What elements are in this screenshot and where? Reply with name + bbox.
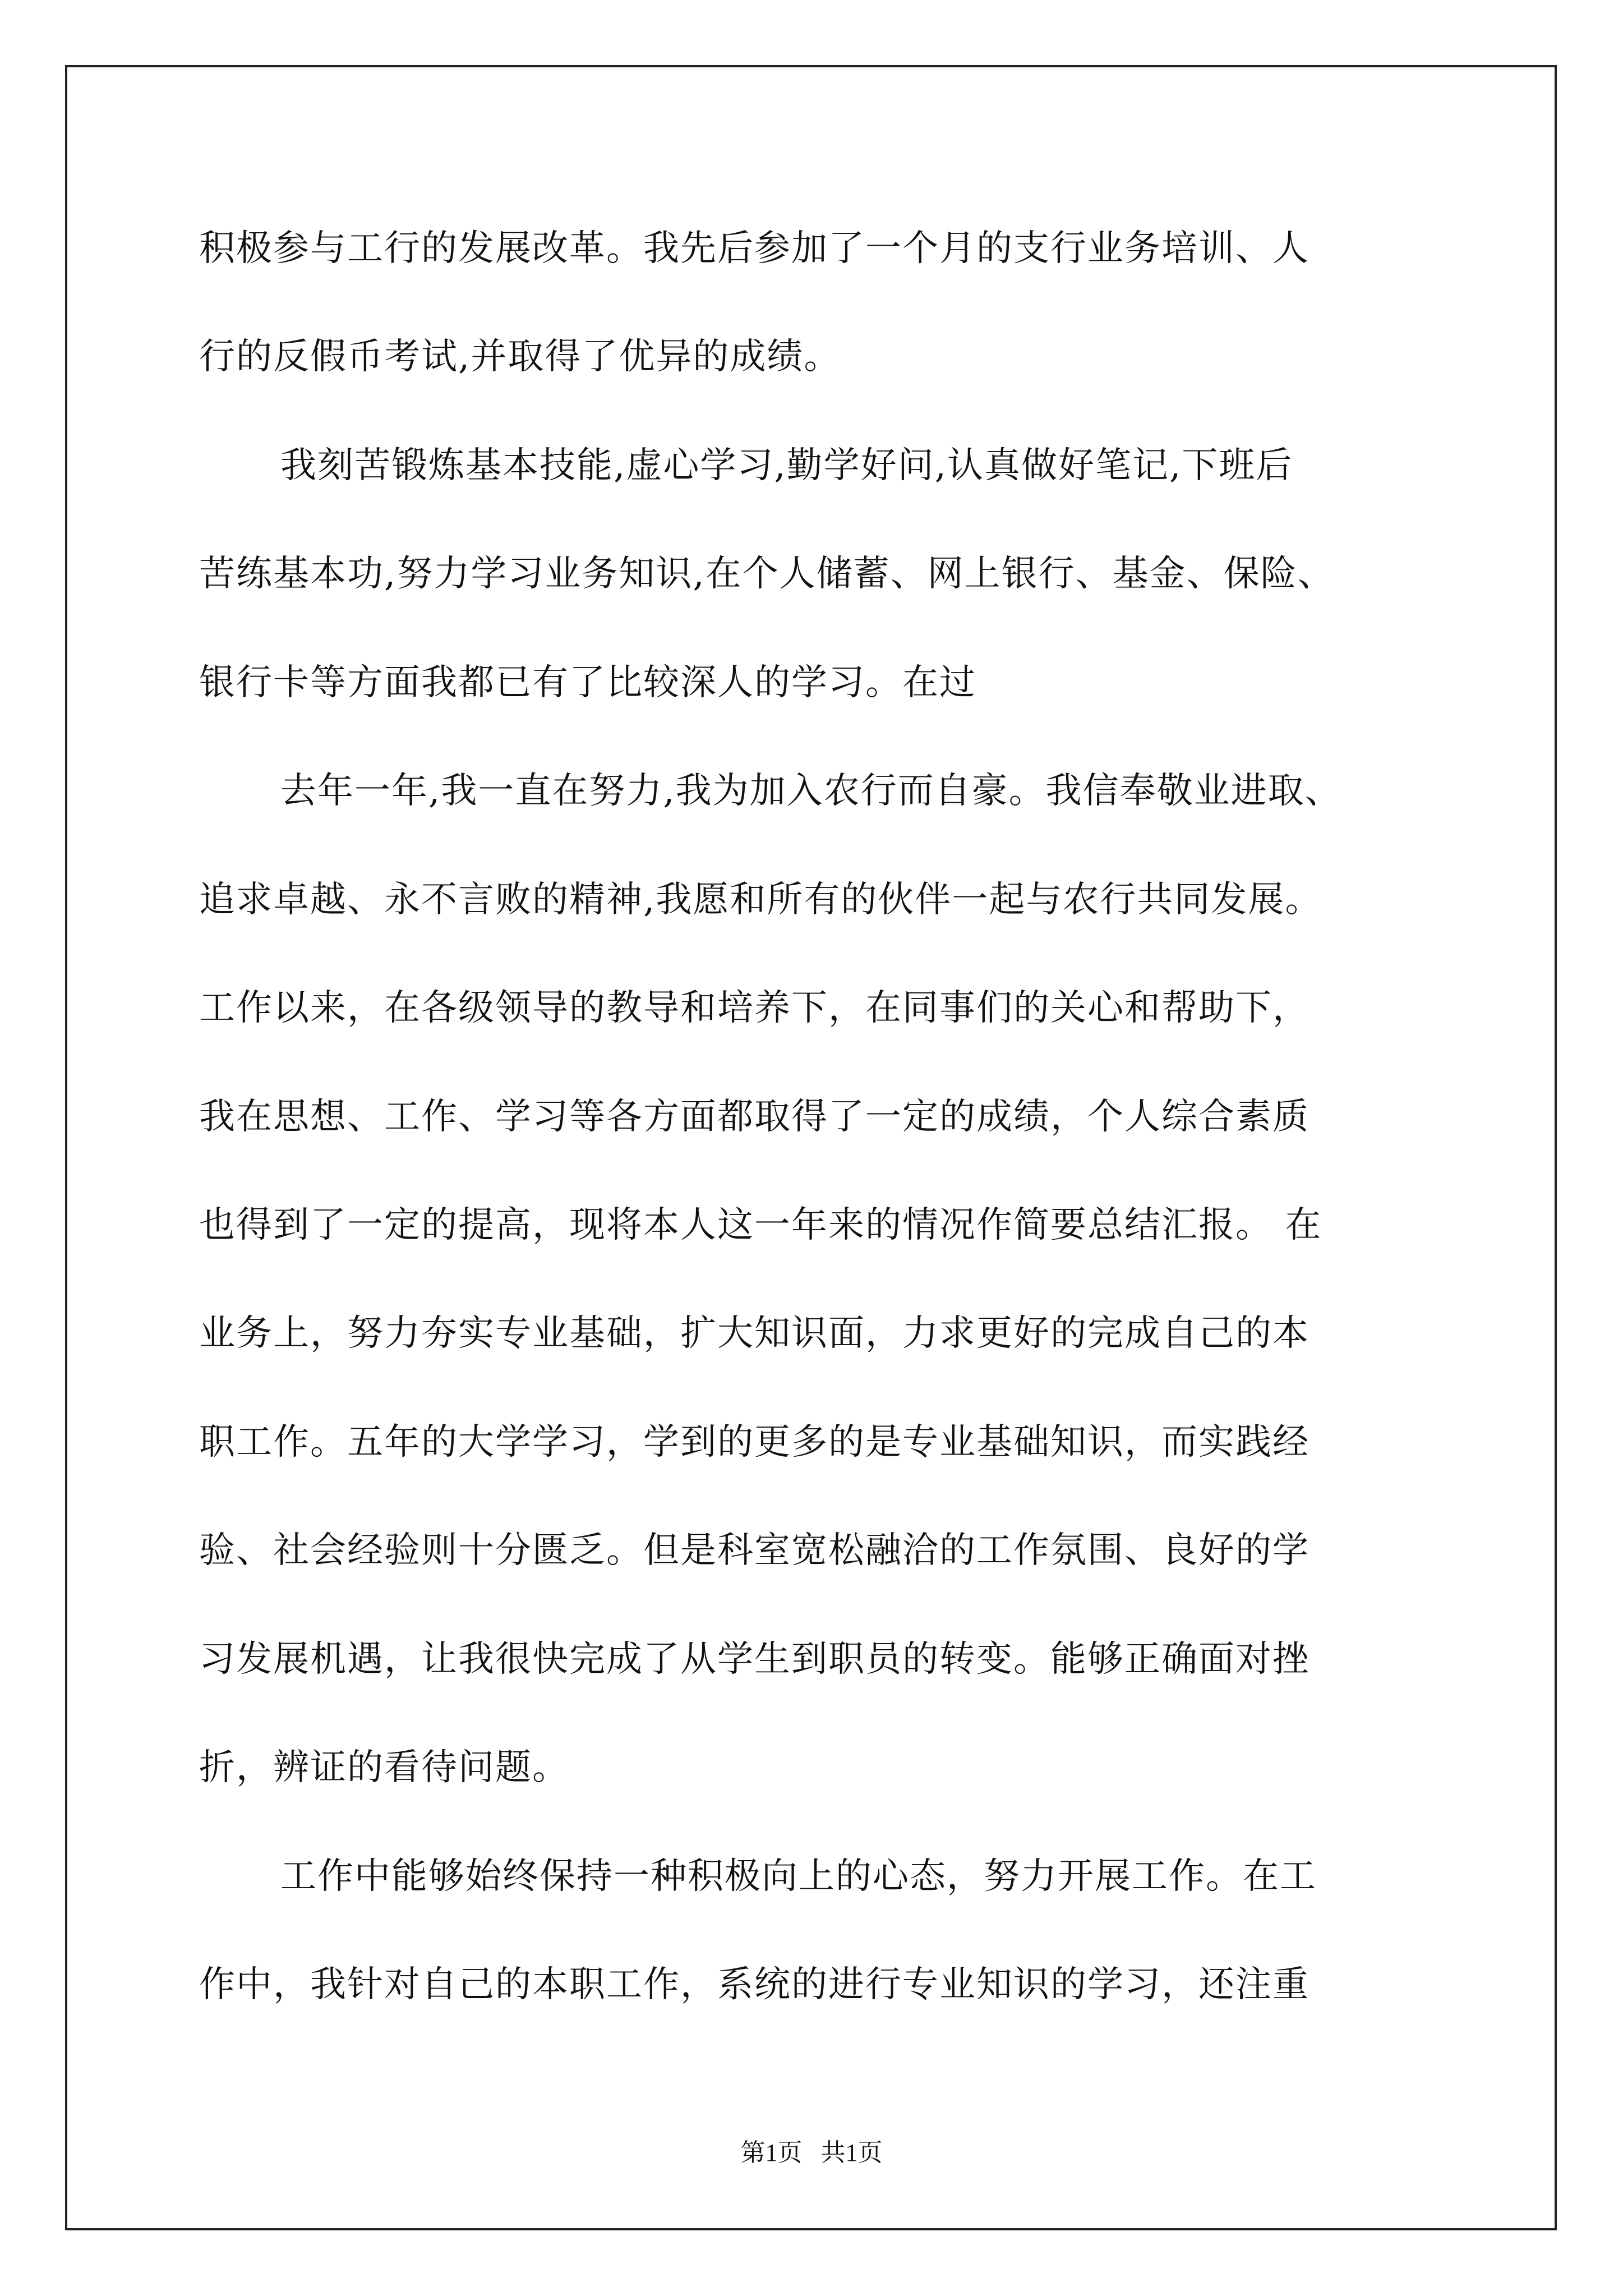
paragraph-line: 我刻苦锻炼基本技能,虚心学习,勤学好问,认真做好笔记,下班后	[280, 445, 1293, 486]
paragraph-line: 去年一年,我一直在努力,我为加入农行而自豪。我信奉敬业进取、	[280, 770, 1342, 812]
paragraph-line: 积极参与工行的发展改革。我先后参加了一个月的支行业务培训、人	[199, 228, 1310, 269]
paragraph-line: 业务上，努力夯实专业基础，扩大知识面，力求更好的完成自己的本	[199, 1313, 1310, 1354]
paragraph-line: 工作以来，在各级领导的教导和培养下，在同事们的关心和帮助下，	[199, 987, 1310, 1029]
paragraph-line: 苦练基本功,努力学习业务知识,在个人储蓄、网上银行、基金、保险、	[199, 553, 1335, 595]
paragraph-line: 折，辨证的看待问题。	[199, 1747, 569, 1788]
paragraph-line: 行的反假币考试,并取得了优异的成绩。	[199, 336, 841, 378]
paragraph-line: 职工作。五年的大学学习，学到的更多的是专业基础知识，而实践经	[199, 1421, 1310, 1463]
page-frame	[65, 65, 1557, 2230]
paragraph-line: 习发展机遇，让我很快完成了从学生到职员的转变。能够正确面对挫	[199, 1639, 1310, 1680]
page-number-footer: 第1页 共1页	[740, 2139, 883, 2166]
paragraph-line: 追求卓越、永不言败的精神,我愿和所有的伙伴一起与农行共同发展。	[199, 879, 1322, 921]
paragraph-line: 验、社会经验则十分匮乏。但是科室宽松融洽的工作氛围、良好的学	[199, 1530, 1310, 1571]
paragraph-line: 也得到了一定的提高，现将本人这一年来的情况作简要总结汇报。 在	[199, 1204, 1322, 1246]
paragraph-line: 银行卡等方面我都已有了比较深人的学习。在过	[199, 662, 976, 703]
paragraph-line: 作中，我针对自己的本职工作，系统的进行专业知识的学习，还注重	[199, 1964, 1310, 2005]
paragraph-line: 我在思想、工作、学习等各方面都取得了一定的成绩，个人综合素质	[199, 1096, 1310, 1138]
paragraph-line: 工作中能够始终保持一种积极向上的心态，努力开展工作。在工	[280, 1856, 1317, 1897]
